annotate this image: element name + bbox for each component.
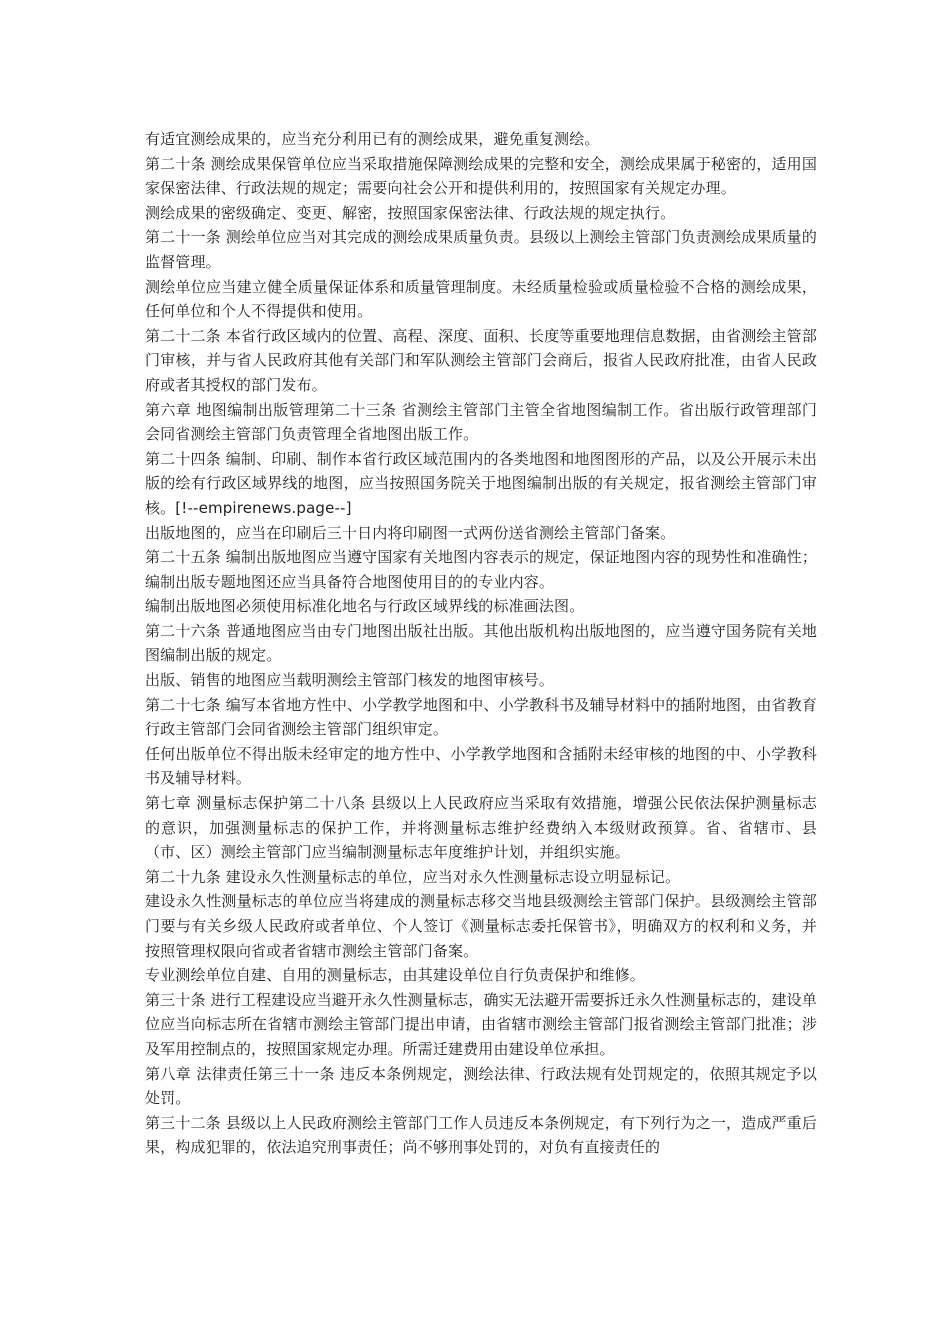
paragraph: 测绘成果的密级确定、变更、解密，按照国家保密法律、行政法规的规定执行。: [145, 203, 676, 222]
paragraph: 编制出版地图必须使用标准化地名与行政区域界线的标准画法图。: [145, 597, 585, 616]
paragraph: 测绘单位应当建立健全质量保证体系和质量管理制度。未经质量检验或质量检验不合格的测绘成果，任何单位和个人不得提供和使用。: [145, 277, 817, 321]
document-page: [145, 127, 817, 1160]
paragraph: 第二十五条 编制出版地图应当遵守国家有关地图内容表示的规定，保证地图内容的现势性和准确性；编制出版专题地图还应当具备符合地图使用目的的专业内容。: [145, 548, 817, 591]
paragraph: 第八章 法律责任第三十一条 违反本条例规定，测绘法律、行政法规有处罚规定的，依照其规定予以处罚。: [145, 1064, 817, 1108]
paragraph: 第六章 地图编制出版管理第二十三条 省测绘主管部门主管全省地图编制工作。省出版行政管理部门会同省测绘主管部门负责管理全省地图出版工作。: [145, 400, 817, 444]
paragraph: 第七章 测量标志保护第二十八条 县级以上人民政府应当采取有效措施，增强公民依法保护测量标志的意识，加强测量标志的保护工作，并将测量标志维护经费纳入本级财政预算。省、省辖市、县（市、区）测绘主管部门应当编制测量标志年度维护计划，并组织实施。: [145, 794, 817, 862]
paragraph: 第二十二条 本省行政区域内的位置、高程、深度、面积、长度等重要地理信息数据，由省测绘主管部门审核，并与省人民政府其他有关部门和军队测绘主管部门会商后，报省人民政府批准，由省人民政府或者其授权的部门发布。: [145, 326, 817, 394]
paragraph: 第二十一条 测绘单位应当对其完成的测绘成果质量负责。县级以上测绘主管部门负责测绘成果质量的监督管理。: [145, 228, 817, 271]
paragraph: 第二十六条 普通地图应当由专门地图出版社出版。其他出版机构出版地图的，应当遵守国务院有关地图编制出版的规定。: [145, 621, 817, 665]
paragraph: 有适宜测绘成果的，应当充分利用已有的测绘成果，避免重复测绘。: [145, 130, 600, 148]
paragraph: 第二十条 测绘成果保管单位应当采取措施保障测绘成果的完整和安全，测绘成果属于秘密的，适用国家保密法律、行政法规的规定；需要向社会公开和提供利用的，按照国家有关规定办理。: [145, 154, 817, 198]
paragraph: 专业测绘单位自建、自用的测量标志，由其建设单位自行负责保护和维修。: [145, 966, 645, 985]
paragraph: 任何出版单位不得出版未经审定的地方性中、小学教学地图和含插附未经审核的地图的中、小学教科书及辅导材料。: [145, 744, 817, 788]
paragraph: 第三十二条 县级以上人民政府测绘主管部门工作人员违反本条例规定，有下列行为之一，造成严重后果，构成犯罪的，依法追究刑事责任；尚不够刑事处罚的，对负有直接责任的: [145, 1113, 817, 1157]
paragraph: 出版、销售的地图应当载明测绘主管部门核发的地图审核号。: [145, 671, 555, 690]
paragraph: 出版地图的，应当在印刷后三十日内将印刷图一式两份送省测绘主管部门备案。: [145, 523, 676, 542]
paragraph: 第三十条 进行工程建设应当避开永久性测量标志，确实无法避开需要拆迁永久性测量标志的，建设单位应当向标志所在省辖市测绘主管部门提出申请，由省辖市测绘主管部门报省测绘主管部门批准；涉及军用控制点的，按照国家规定办理。所需迁建费用由建设单位承担。: [145, 990, 817, 1058]
paragraph: 第二十七条 编写本省地方性中、小学教学地图和中、小学教科书及辅导材料中的插附地图，由省教育行政主管部门会同省测绘主管部门组织审定。: [145, 695, 817, 739]
paragraph: 建设永久性测量标志的单位应当将建成的测量标志移交当地县级测绘主管部门保护。县级测绘主管部门要与有关乡级人民政府或者单位、个人签订《测量标志委托保管书》，明确双方的权利和义务，并按照管理权限向省或者省辖市测绘主管部门备案。: [145, 892, 817, 960]
paragraph: 第二十四条 编制、印刷、制作本省行政区域范围内的各类地图和地图图形的产品，以及公开展示未出版的绘有行政区域界线的地图，应当按照国务院关于地图编制出版的有关规定，报省测绘主管部门审核。[!--empirenews.page--]: [145, 449, 817, 517]
paragraph: 第二十九条 建设永久性测量标志的单位，应当对永久性测量标志设立明显标记。: [145, 867, 681, 886]
